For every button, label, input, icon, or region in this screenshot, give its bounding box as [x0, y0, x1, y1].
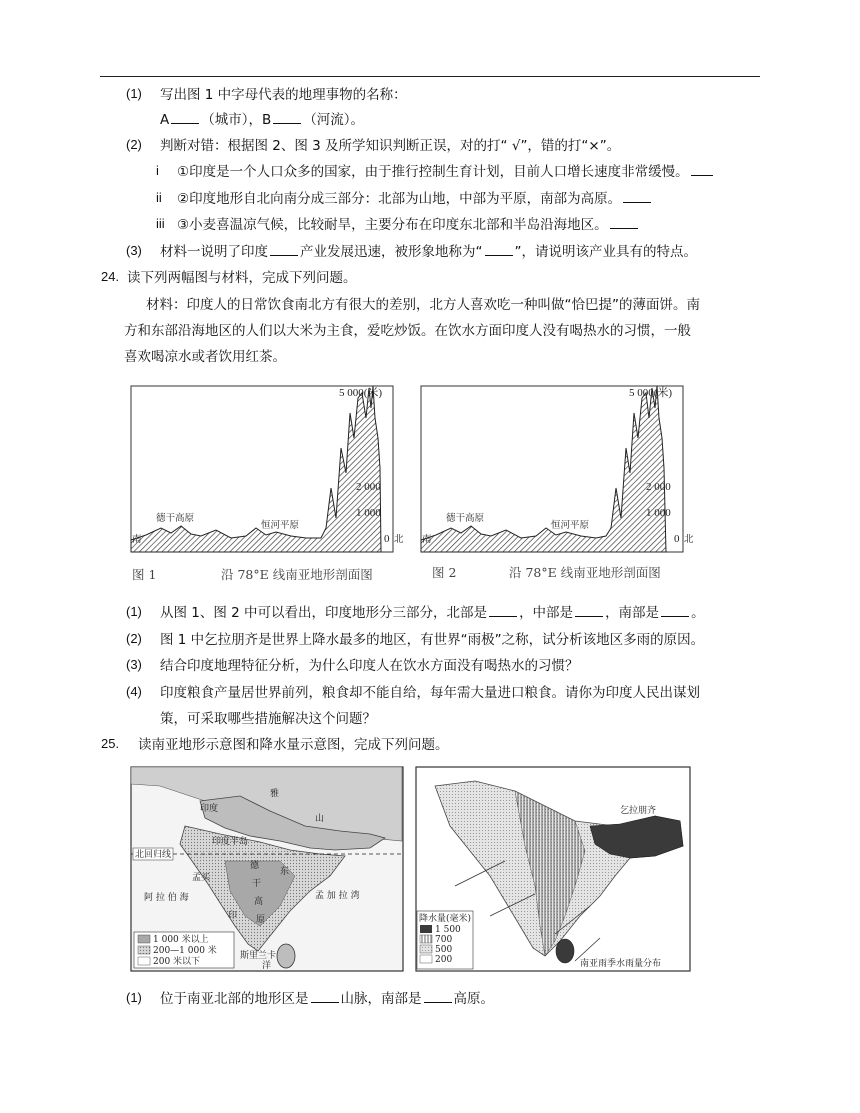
legend-700-label: 700: [435, 935, 453, 945]
q24-q2-number: (2): [126, 631, 142, 646]
q25-q1-line: [160, 990, 494, 1008]
q24-q4-text-2: 策，可采取哪些措施解决这个问题？: [160, 711, 376, 727]
q23-iii-blank[interactable]: [610, 216, 638, 229]
sri-lanka-island: [277, 944, 295, 968]
south-asia-rainfall-map: [415, 766, 691, 972]
rainfall-legend-title: 降水量(毫米): [419, 914, 472, 924]
q24-q1-text-c: ，南部是: [605, 605, 660, 621]
terrain-profile-shape: [421, 386, 666, 552]
q24-q2-text: 图 1 中乞拉朋齐是世界上降水最多的地区，有世界“雨极”之称，试分析该地区多雨的原因。: [160, 632, 705, 648]
legend-swatch-low: [138, 957, 150, 965]
q25-number: 25.: [101, 736, 120, 751]
sri-lanka-island: [556, 939, 574, 963]
legend-200-label: 200: [435, 955, 453, 965]
legend-500-label: 500: [435, 945, 453, 955]
q24-q1-line: [160, 604, 705, 622]
q23-p1-number: (1): [126, 86, 142, 101]
tick-0: 0: [384, 533, 390, 545]
q24-q1-text-d: 。: [691, 605, 705, 621]
deccan-plateau-label: 德干高原: [446, 513, 485, 524]
mumbai-label: 孟买: [192, 873, 211, 883]
q24-q3-text: 结合印度地理特征分析，为什么印度人在饮水方面没有喝热水的习惯？: [160, 658, 579, 674]
legend-low-label: 200 米以下: [153, 957, 201, 967]
bay-of-bengal-label: 孟 加 拉 湾: [315, 891, 360, 901]
q24-material-line-3: 喜欢喝凉水或者饮用红茶。: [124, 349, 286, 365]
legend-swatch-high: [138, 935, 150, 943]
q23-p3-line: [160, 243, 697, 261]
q23-p1-answer-line: [160, 111, 364, 129]
deccan-char-2: 干: [252, 879, 262, 889]
q23-p3-text-c: ”，请说明该产业具有的特点。: [514, 244, 697, 260]
legend-swatch-mid: [138, 946, 150, 954]
q23-b-suffix: （河流）。: [303, 112, 365, 128]
tick-1000: 1 000: [646, 507, 671, 519]
profile-figure-2: [416, 378, 696, 588]
india-peninsula-label: 印度半岛: [212, 837, 249, 847]
sri-lanka-label: 斯里兰卡: [240, 951, 277, 961]
q23-b-blank[interactable]: [273, 111, 301, 124]
header-rule: [100, 76, 760, 77]
mountain-label-1: 雅: [270, 789, 280, 799]
q24-material-line-1: 材料：印度人的日常饮食南北方有很大的差别，北方人喜欢吃一种叫做“恰巴提”的薄面饼。南: [146, 297, 700, 313]
terrain-profile-shape: [131, 386, 381, 552]
deccan-char-4: 原: [256, 915, 266, 925]
figure-caption: 沿 78°E 线南亚地形剖面图: [221, 567, 373, 582]
q23-i-line: [177, 163, 715, 181]
q23-p3-blank-1[interactable]: [270, 243, 298, 256]
north-label: 北: [684, 534, 694, 545]
tropic-label: 北回归线: [135, 850, 172, 860]
q23-p3-blank-2[interactable]: [485, 243, 513, 256]
legend-swatch-700: [420, 935, 432, 943]
q25-q1-number: (1): [126, 990, 142, 1005]
q24-q1-text-a: 从图 1、图 2 中可以看出，印度地形分三部分，北部是: [160, 605, 488, 621]
tick-2000: 2 000: [646, 481, 671, 493]
q23-p1-text: 写出图 1 中字母代表的地理事物的名称：: [160, 87, 407, 103]
deccan-char-3: 高: [254, 897, 264, 907]
q24-q1-blank-middle[interactable]: [575, 604, 603, 617]
south-label: 南: [132, 534, 142, 545]
legend-swatch-500: [420, 945, 432, 953]
ganges-plain-label: 恒河平原: [551, 520, 590, 531]
figure-number: 图 2: [432, 565, 457, 580]
profile-top-label: 5 000(米): [629, 387, 673, 399]
legend-high-label: 1 000 米以上: [153, 935, 209, 945]
deccan-plateau-label: 德干高原: [156, 513, 195, 524]
q23-i-text: ①印度是一个人口众多的国家，由于推行控制生育计划，目前人口增长速度非常缓慢。: [177, 164, 689, 180]
q23-p2-text: 判断对错：根据图 2、图 3 及所学知识判断正误，对的打“ √”，错的打“×”。: [160, 138, 621, 154]
figure-number: 图 1: [132, 567, 157, 582]
q23-a-suffix: （城市），B: [201, 112, 272, 128]
ganges-plain-label: 恒河平原: [261, 520, 300, 531]
q23-p3-text-b: 产业发展迅速，被形象地称为“: [300, 244, 483, 260]
q24-q1-blank-north[interactable]: [489, 604, 517, 617]
q23-ii-blank[interactable]: [623, 190, 651, 203]
q24-q3-number: (3): [126, 657, 142, 672]
q24-q1-blank-south[interactable]: [661, 604, 689, 617]
east-label: 东: [280, 867, 290, 877]
q25-q1-text-b: 山脉，南部是: [340, 991, 422, 1007]
q23-iii-line: [177, 216, 640, 234]
q25-q1-text-c: 高原。: [453, 991, 494, 1007]
q23-ii-number: ii: [156, 190, 162, 205]
rainfall-map-caption: 南亚雨季水雨量分布: [580, 959, 662, 969]
legend-swatch-1500: [420, 925, 432, 933]
ocean-label: 洋: [262, 961, 272, 971]
q24-q1-text-b: ，中部是: [519, 605, 574, 621]
q24-title: 读下列两幅图与材料，完成下列问题。: [127, 270, 357, 286]
q24-q1-number: (1): [126, 604, 142, 619]
q23-ii-text: ②印度地形自北向南分成三部分：北部为山地，中部为平原，南部为高原。: [177, 191, 622, 207]
west-region-label: 印度: [200, 804, 219, 814]
profile-figure-1: [126, 378, 406, 588]
legend-swatch-200: [420, 955, 432, 963]
tick-0: 0: [674, 533, 680, 545]
q23-i-number: i: [156, 163, 159, 178]
deccan-char-1: 德: [250, 861, 260, 871]
figure-caption: 沿 78°E 线南亚地形剖面图: [509, 565, 661, 580]
q23-iii-number: iii: [156, 216, 165, 231]
tick-1000: 1 000: [356, 507, 381, 519]
yin-label: 印: [228, 911, 238, 921]
profile-top-label: 5 000(米): [339, 387, 383, 399]
q23-p2-number: (2): [126, 137, 142, 152]
arabian-sea-label: 阿 拉 伯 海: [144, 893, 189, 903]
q24-q4-text-1: 印度粮食产量居世界前列，粮食却不能自给，每年需大量进口粮食。请你为印度人民出谋划: [160, 685, 700, 701]
south-asia-terrain-map: [130, 766, 404, 972]
q23-ii-line: [177, 190, 653, 208]
q25-title: 读南亚地形示意图和降水量示意图，完成下列问题。: [138, 737, 449, 753]
q23-p3-number: (3): [126, 243, 142, 258]
q25-q1-blank-2[interactable]: [424, 990, 452, 1003]
north-label: 北: [394, 534, 404, 545]
q23-iii-text: ③小麦喜温凉气候，比较耐旱，主要分布在印度东北部和半岛沿海地区。: [177, 217, 608, 233]
q24-material-line-2: 方和东部沿海地区的人们以大米为主食，爱吃炒饭。在饮水方面印度人没有喝热水的习惯，一般: [124, 323, 691, 339]
q23-a-label: A: [160, 112, 170, 128]
legend-1500-label: 1 500: [435, 925, 461, 935]
q24-q4-number: (4): [126, 684, 142, 699]
q23-a-blank[interactable]: [171, 111, 199, 124]
q23-p3-text-a: 材料一说明了印度: [160, 244, 268, 260]
q24-number: 24.: [101, 269, 120, 284]
q25-q1-blank-1[interactable]: [311, 990, 339, 1003]
tick-2000: 2 000: [356, 481, 381, 493]
cherrapunji-label: 乞拉朋齐: [620, 806, 657, 816]
mountain-label-2: 山: [315, 814, 325, 824]
legend-mid-label: 200—1 000 米: [153, 946, 217, 956]
q25-q1-text-a: 位于南亚北部的地形区是: [160, 991, 309, 1007]
south-label: 南: [422, 534, 432, 545]
q23-i-blank[interactable]: [691, 163, 713, 176]
